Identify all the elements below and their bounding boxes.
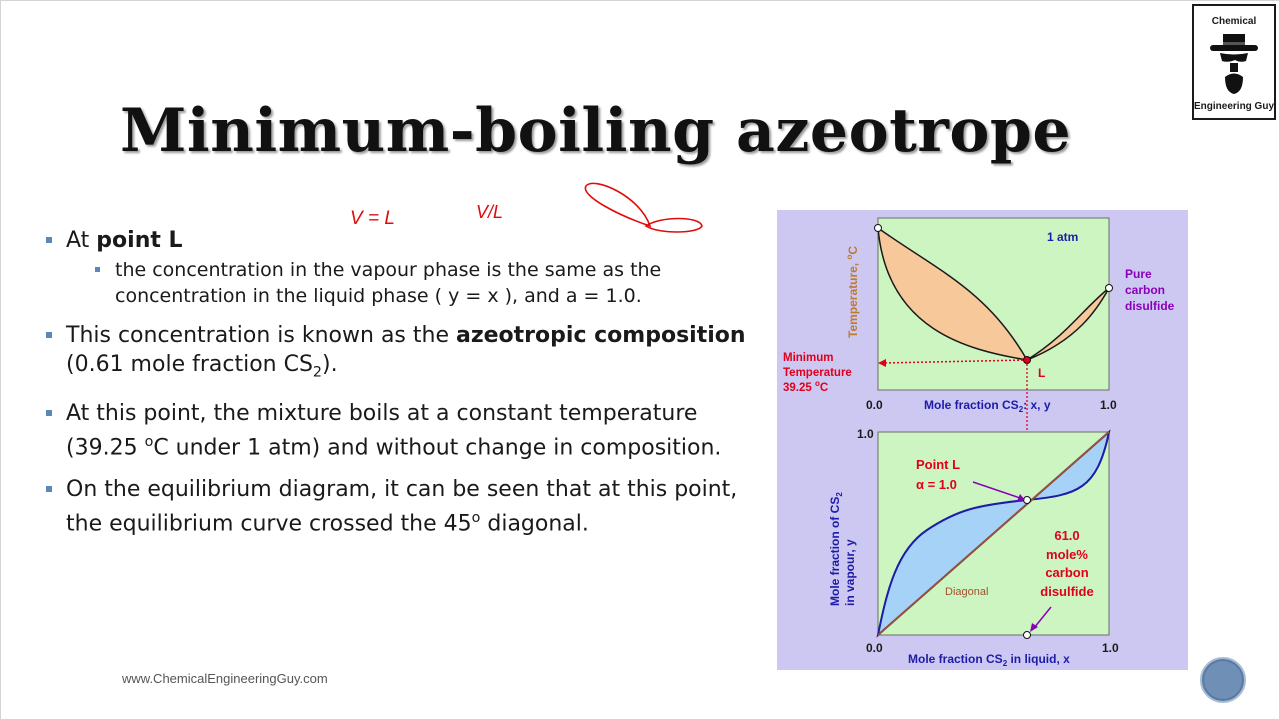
value-label-2: mole%	[1046, 547, 1088, 562]
point-l-bottom-label-2: α = 1.0	[916, 477, 957, 492]
bottom-y-top: 1.0	[857, 427, 874, 441]
logo-top-text: Chemical	[1211, 16, 1257, 27]
bottom-ylabel-1: Mole fraction of $CS_2$	[828, 492, 844, 606]
diagonal-label: Diagonal	[945, 586, 989, 598]
top-x-end: 1.0	[1100, 398, 1117, 412]
azeotrope-diagram	[777, 210, 1188, 670]
min-temp-label-3: 39.25 $^o$C	[783, 379, 829, 394]
bullet-point-l: At point L the concentration in the vapour phase is the same as the concentration in the liquid phase ( y = x ), and a = 1.0.	[46, 226, 766, 309]
bullet-constant-temperature: At this point, the mixture boils at a constant temperature (39.25 $^o$C under 1 atm) and without change in composition.	[46, 399, 766, 462]
pure-label-2: carbon	[1125, 283, 1166, 297]
slide-title: Minimum-boiling azeotrope	[120, 96, 1072, 166]
bullet-azeotropic-composition: This concentration is known as the azeotropic composition (0.61 mole fraction $CS_2$).	[46, 321, 766, 387]
top-right-point	[1106, 285, 1113, 292]
x-axis-point	[1024, 632, 1031, 639]
bullet-equilibrium-diagram: On the equilibrium diagram, it can be seen that at this point, the equilibrium curve crossed the 45$^o$ diagonal.	[46, 475, 766, 538]
pure-label-3: disulfide	[1125, 299, 1175, 313]
bottom-ylabel-2: in vapour, y	[843, 539, 857, 606]
scribble-v-over-l: V/L	[476, 202, 504, 222]
min-temp-label-2: Temperature	[783, 367, 852, 379]
top-ylabel: Temperature, $^o$C	[845, 245, 860, 338]
footer-url: www.ChemicalEngineeringGuy.com	[122, 671, 328, 686]
pressure-label: 1 atm	[1047, 230, 1079, 244]
top-xlabel: Mole fraction $CS_2$: x, y	[924, 398, 1051, 414]
bullet-list	[46, 226, 766, 550]
pure-label-1: Pure	[1125, 267, 1152, 281]
point-l-top	[1024, 357, 1031, 364]
value-label-4: disulfide	[1040, 584, 1094, 599]
slide-nav-button[interactable]	[1200, 657, 1246, 703]
bottom-x-start: 0.0	[866, 641, 883, 655]
min-temp-label-1: Minimum	[783, 352, 834, 364]
bottom-xlabel: Mole fraction $CS_2$ in liquid, x	[908, 652, 1070, 668]
scribble-v-equals-l: V = L	[350, 208, 395, 229]
channel-logo	[1192, 4, 1276, 120]
hat-man-icon	[1208, 32, 1260, 98]
point-l-label: L	[1038, 366, 1046, 380]
sub-bullet-concentration: the concentration in the vapour phase is the same as the concentration in the liquid phase ( y = x ), and a = 1.0.	[86, 257, 766, 309]
value-label-3: carbon	[1045, 565, 1089, 580]
logo-bottom-text: Engineering Guy	[1194, 101, 1275, 112]
value-label-1: 61.0	[1054, 528, 1080, 543]
point-l-bottom-label-1: Point L	[916, 457, 961, 472]
top-x-start: 0.0	[866, 398, 883, 412]
scribble-loop-left	[585, 183, 650, 226]
bottom-x-end: 1.0	[1102, 641, 1119, 655]
top-left-point	[875, 225, 882, 232]
